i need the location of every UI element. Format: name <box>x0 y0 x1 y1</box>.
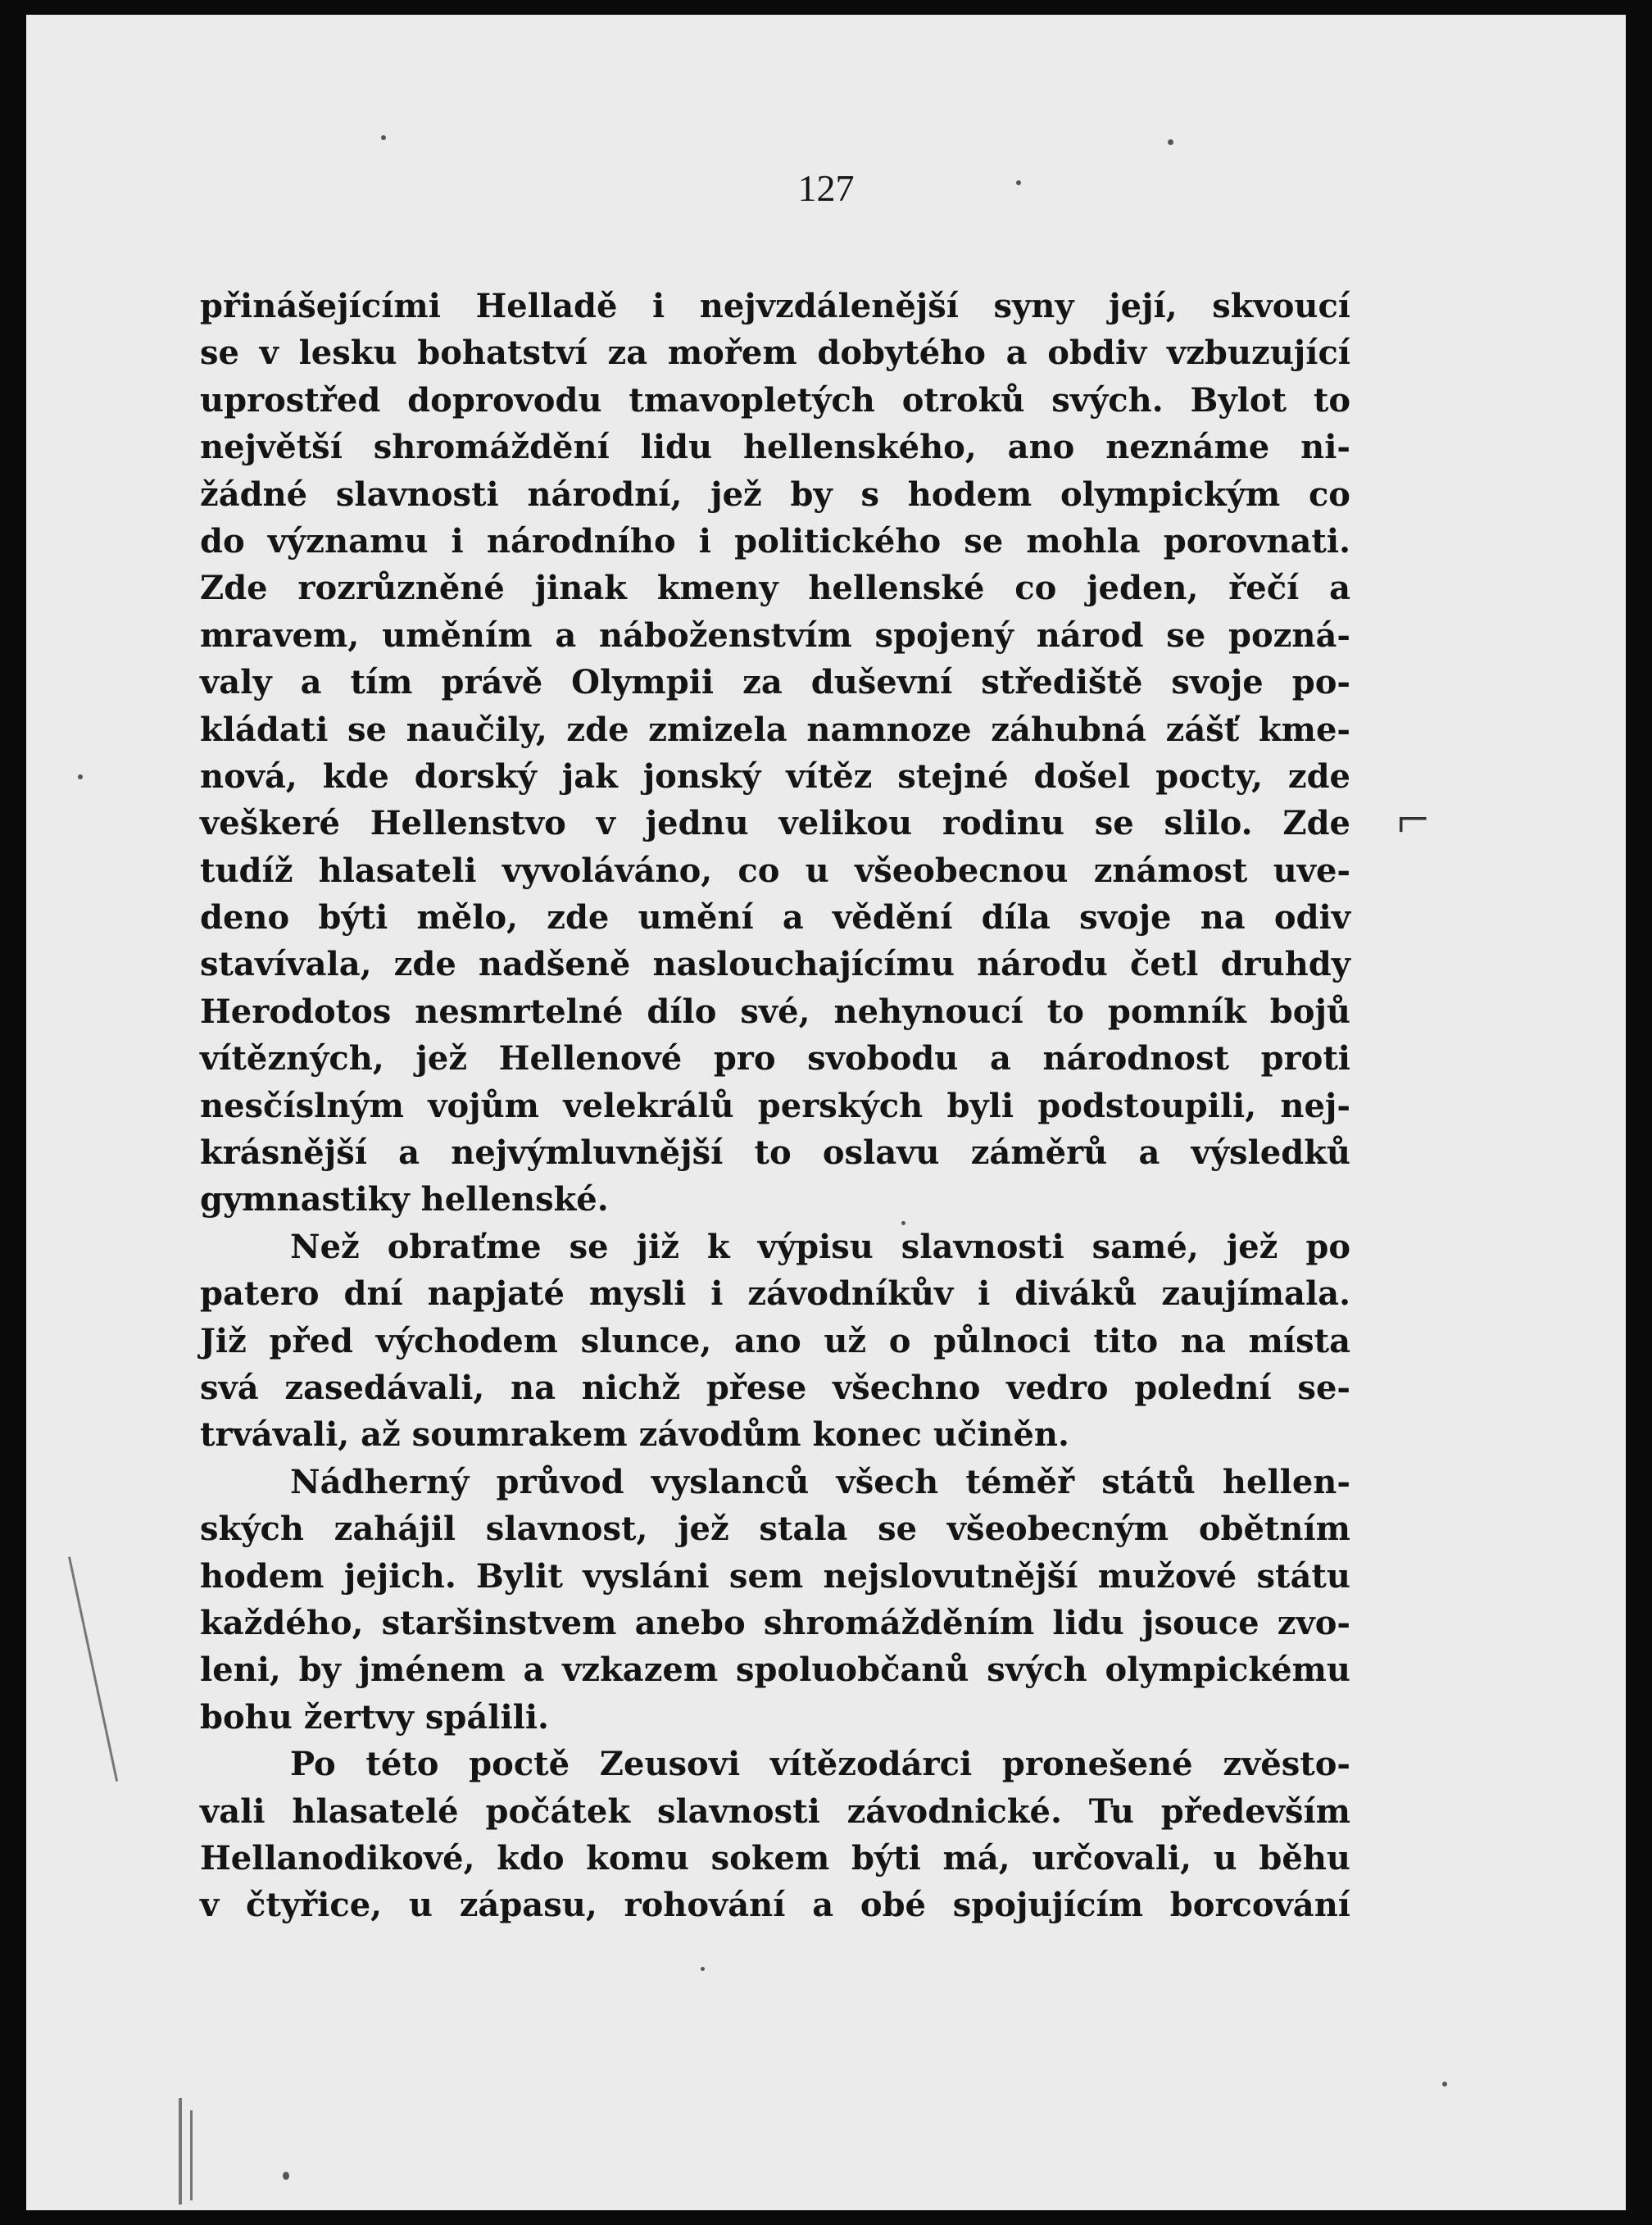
text-line: přinášejícími Helladě i nejvzdálenější syny její, skvoucí <box>200 287 1350 325</box>
text-line: krásnější a nejvýmluvnější to oslavu záměrů a výsledků <box>200 1133 1350 1173</box>
text-line: do významu i národního i politického se mohla porovnati. <box>200 521 1350 561</box>
scan-speck <box>381 135 386 140</box>
margin-mark: ⌐ <box>1393 788 1432 851</box>
text-line: stavívala, zde nadšeně naslouchajícímu národu četl druhdy <box>200 945 1350 984</box>
text-line: žádné slavnosti národní, jež by s hodem olympickým co <box>200 475 1350 514</box>
page-edge-right <box>1626 0 1652 2225</box>
text-line: nová, kde dorský jak jonský vítěz stejné došel pocty, zde <box>200 756 1350 796</box>
text-line: hodem jejich. Bylit vysláni sem nejslovutnější mužové státu <box>200 1556 1350 1596</box>
page-edge-top <box>0 0 1652 15</box>
scan-speck <box>78 774 83 779</box>
text-line: Po této poctě Zeusovi vítězodárci pronešené zvěsto- <box>290 1745 1350 1784</box>
scan-speck <box>1442 2082 1447 2087</box>
text-line: největší shromáždění lidu hellenského, ano neznáme ni- <box>200 428 1350 467</box>
text-line: vítězných, jež Hellenové pro svobodu a národnost proti <box>200 1039 1350 1078</box>
text-line: uprostřed doprovodu tmavopletých otroků svých. Bylot to <box>200 380 1350 420</box>
text-line: kládati se naučily, zde zmizela namnoze záhubná zášť kme- <box>200 710 1350 749</box>
text-line: bohu žertvy spálili. <box>200 1697 549 1737</box>
scan-speck <box>701 1967 705 1971</box>
scan-scratch <box>68 1556 118 1782</box>
text-line: Hellanodikové, kdo komu sokem býti má, určovali, u běhu <box>200 1838 1350 1878</box>
text-line: mravem, uměním a náboženstvím spojený národ se pozná- <box>200 615 1350 655</box>
page-number: 127 <box>797 167 855 209</box>
text-line: svá zasedávali, na nichž přese všechno vedro polední se- <box>200 1368 1350 1407</box>
text-line: tudíž hlasateli vyvoláváno, co u všeobecnou známost uve- <box>200 851 1350 890</box>
text-line: Herodotos nesmrtelné dílo své, nehynoucí to pomník bojů <box>200 992 1350 1031</box>
body-text <box>200 283 1350 1929</box>
text-line: patero dní napjaté mysli i závodníkův i diváků zaujímala. <box>200 1274 1350 1314</box>
text-line: gymnastiky hellenské. <box>200 1180 609 1219</box>
text-line: každého, staršinstvem anebo shromážděním lidu jsouce zvo- <box>200 1603 1350 1642</box>
page-edge-left <box>0 0 26 2225</box>
scan-scratch <box>179 2098 182 2205</box>
text-line: deno býti mělo, zde umění a vědění díla svoje na odiv <box>200 898 1350 938</box>
text-line: se v lesku bohatství za mořem dobytého a obdiv vzbuzující <box>200 334 1350 373</box>
text-line: Již před východem slunce, ano už o půlnoci tito na místa <box>200 1321 1350 1360</box>
text-line: Nádherný průvod vyslanců všech téměř států hellen- <box>290 1462 1350 1501</box>
scan-scratch <box>190 2110 193 2200</box>
paragraph <box>200 1224 1350 1459</box>
paragraph <box>200 283 1350 1224</box>
text-line: ských zahájil slavnost, jež stala se všeobecným obětním <box>200 1510 1350 1549</box>
scan-speck <box>283 2172 289 2180</box>
paragraph <box>200 1741 1350 1929</box>
text-line: Zde rozrůzněné jinak kmeny hellenské co jeden, řečí a <box>200 569 1350 608</box>
page-edge-bottom <box>0 2210 1652 2225</box>
text-line: v čtyřice, u zápasu, rohování a obé spojujícím borcování <box>200 1886 1350 1925</box>
scan-speck <box>1168 139 1173 145</box>
text-line: trvávali, až soumrakem závodům konec učiněn. <box>200 1415 1069 1455</box>
paragraph <box>200 1459 1350 1741</box>
text-line: nesčíslným vojům velekrálů perských byli podstoupili, nej- <box>200 1086 1350 1125</box>
text-line: veškeré Hellenstvo v jednu velikou rodinu se slilo. Zde <box>200 804 1350 843</box>
text-line: Než obraťme se již k výpisu slavnosti samé, jež po <box>290 1227 1350 1266</box>
text-line: vali hlasatelé počátek slavnosti závodnické. Tu především <box>200 1791 1350 1831</box>
text-line: valy a tím právě Olympii za duševní střediště svoje po- <box>200 663 1350 702</box>
text-line: leni, by jménem a vzkazem spoluobčanů svých olympickému <box>200 1651 1350 1690</box>
